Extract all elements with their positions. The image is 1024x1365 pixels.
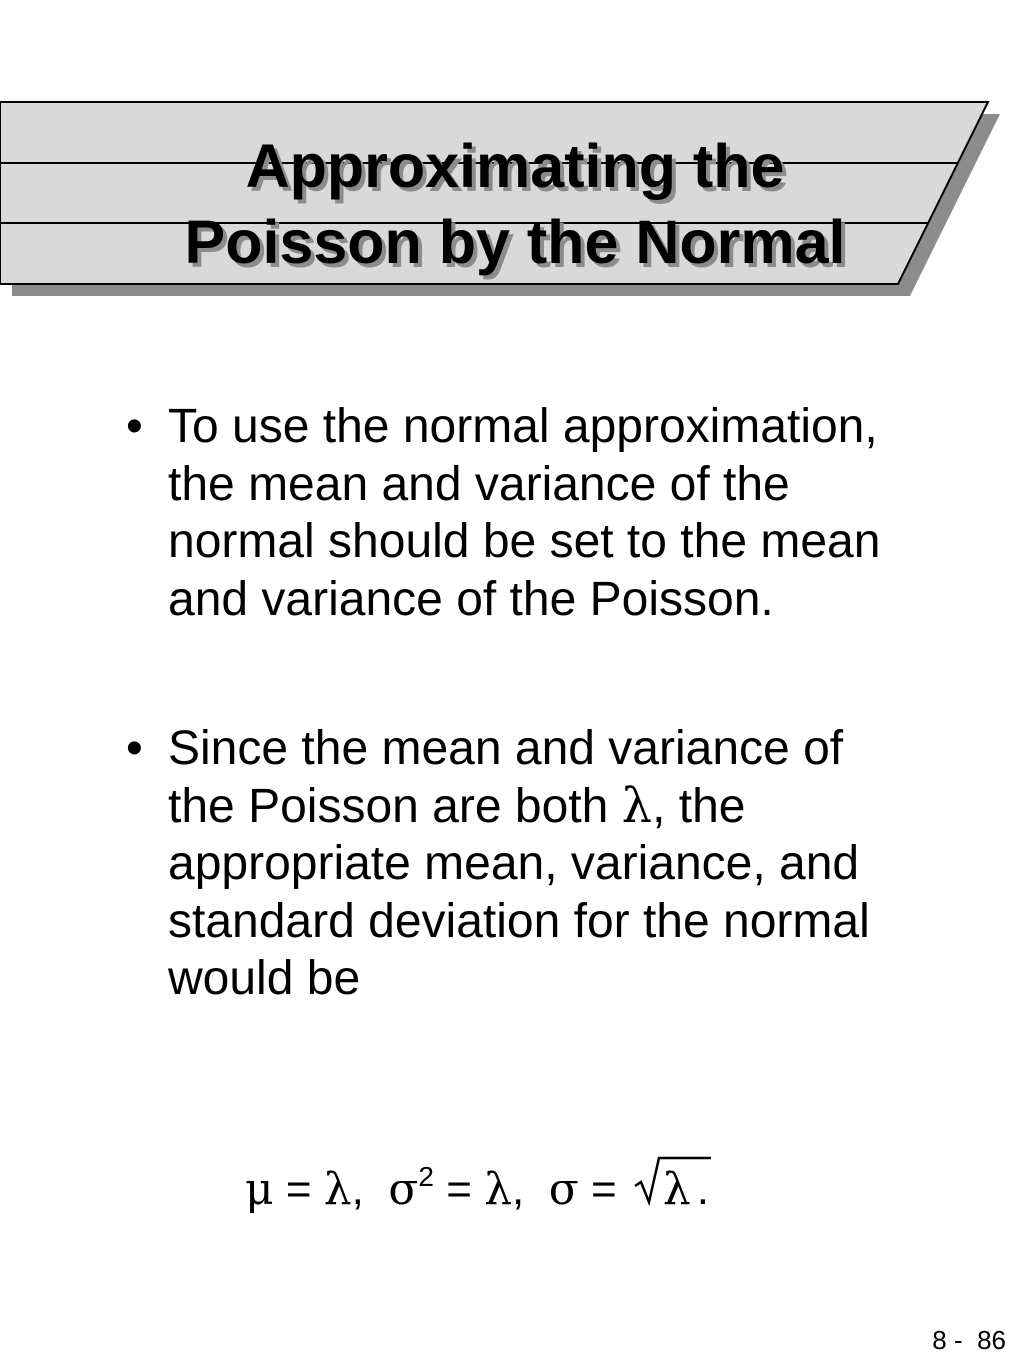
exponent: 2 [418,1161,434,1192]
formula-end: . [696,1165,710,1214]
bullet-item-mean-variance [120,720,900,1008]
bullet-marker: • [126,400,143,453]
sigma-symbol: σ [388,1164,419,1215]
radicand: λ [662,1164,691,1215]
formula [245,1160,709,1220]
slide-title [40,128,990,280]
slide-title-line-2: Poisson by the Normal [184,208,846,276]
equals-sign: = [578,1165,629,1214]
bullet-marker: • [126,722,143,775]
page-number: 8 - 86 [932,1325,1006,1355]
formula-separator: , [351,1165,389,1214]
mu-symbol: μ [245,1164,274,1215]
bullet-text-after: , the appropriate mean, variance, and standard deviation for the normal would be [168,779,870,1005]
equals-sign: = [433,1165,485,1214]
lambda-symbol: λ [323,1164,352,1215]
bullet-text-before: Since the mean and variance of the Poisson are both [168,722,844,833]
lambda-symbol: λ [621,777,653,834]
square-root [633,1160,697,1220]
lambda-symbol: λ [484,1164,513,1215]
slide-title-line-1: Approximating the [245,132,785,200]
bullet-item-normal-approximation [120,398,900,628]
title-banner [0,0,1024,310]
bullet-list [120,398,900,1100]
sigma-symbol: σ [548,1164,579,1215]
equals-sign: = [273,1165,324,1214]
formula-separator: , [512,1165,549,1214]
bullet-text: To use the normal approximation, the mean and variance of the normal should be set to the mean and variance of the Poisson. [168,400,881,626]
